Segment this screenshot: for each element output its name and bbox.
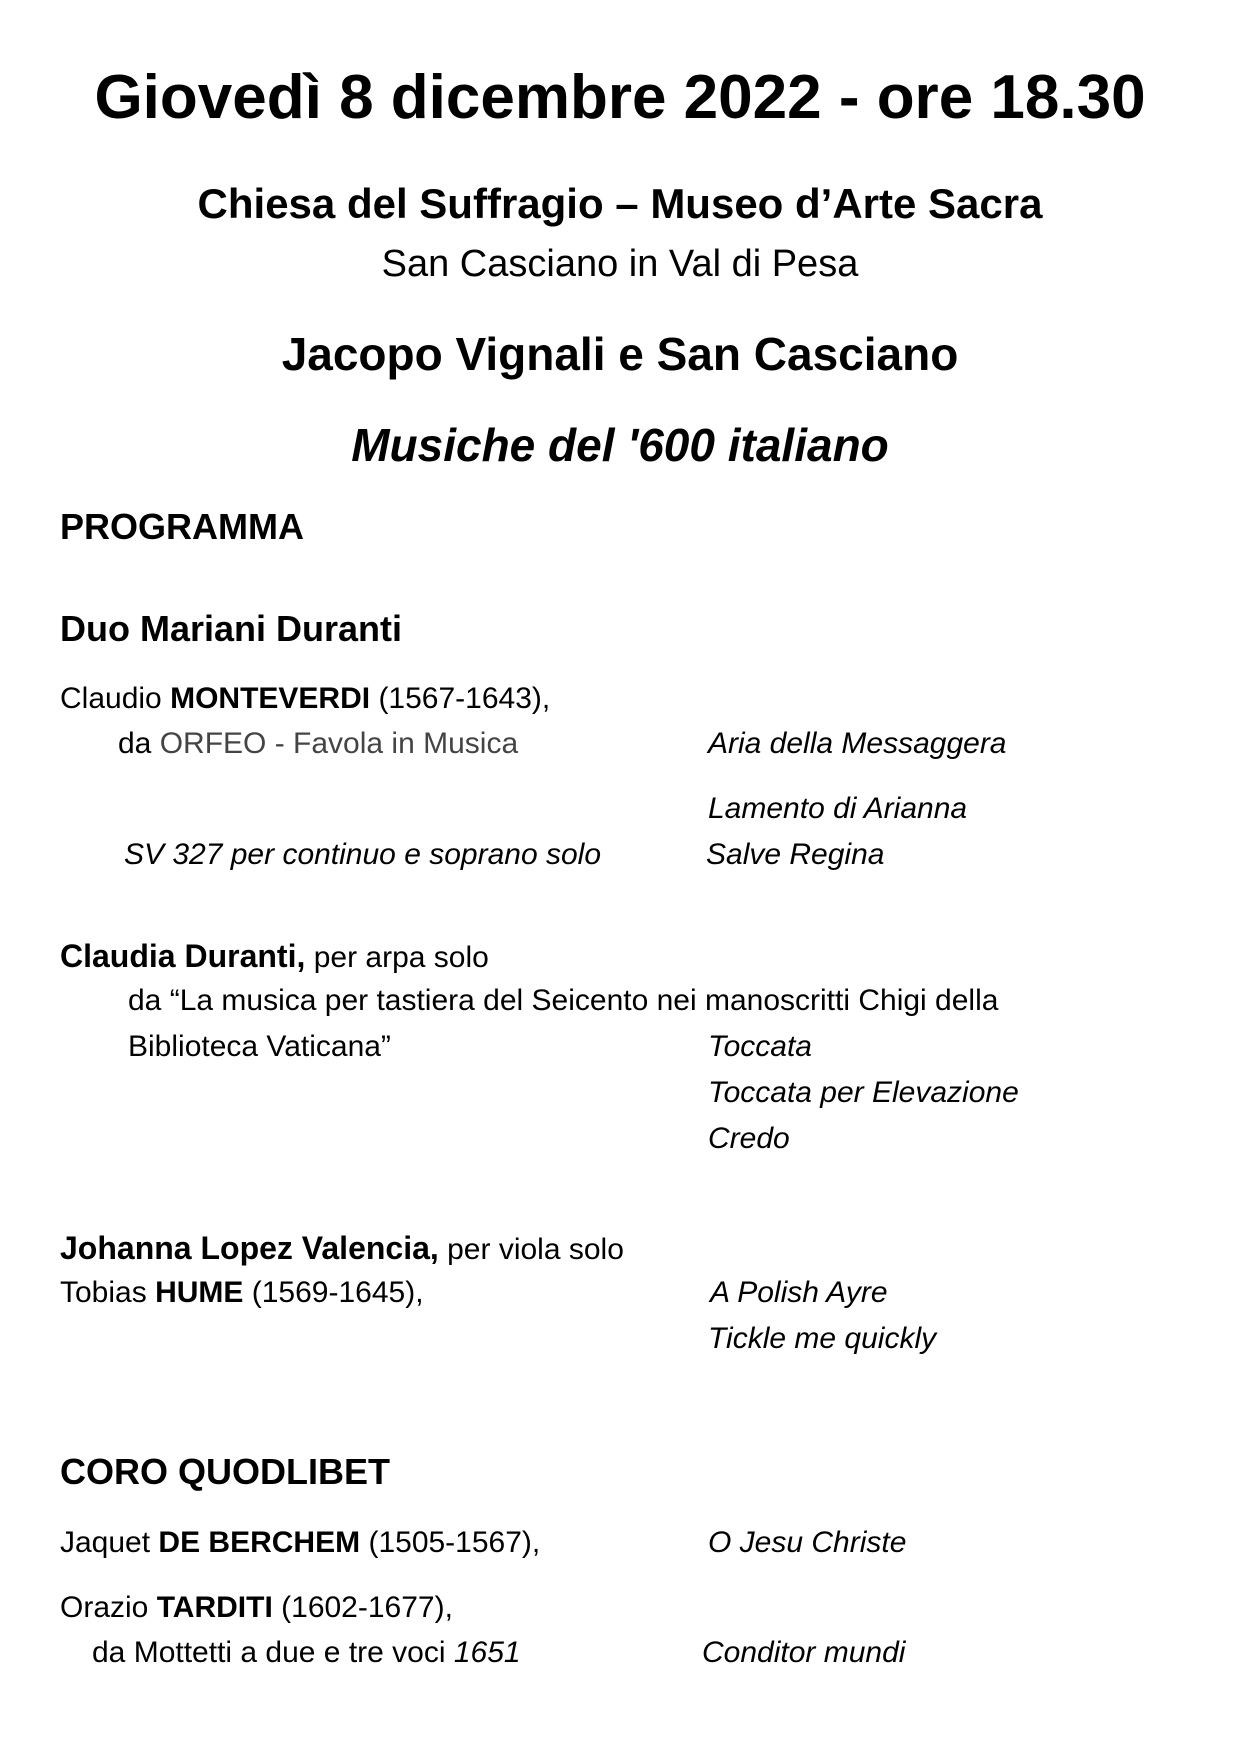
event-subject: Jacopo Vignali e San Casciano: [281, 328, 959, 380]
composer-last-name: MONTEVERDI: [170, 682, 371, 715]
composer-first-name: Tobias: [60, 1276, 147, 1309]
composer-dates: (1567-1643),: [378, 682, 551, 715]
event-subtitle: Musiche del '600 italiano: [351, 419, 889, 471]
piece-toccata-elevazione: Toccata per Elevazione: [708, 1076, 1019, 1109]
duo-heading: Duo Mariani Duranti: [60, 608, 403, 649]
source-prefix: da: [118, 727, 152, 760]
viola-performer-line: [60, 1230, 624, 1267]
harp-performer: Claudia Duranti,: [60, 938, 306, 974]
piece-toccata: Toccata: [708, 1030, 812, 1063]
choir-heading: CORO QUODLIBET: [60, 1451, 390, 1492]
berchem-composer: [60, 1526, 540, 1560]
piece-o-jesu-christe: O Jesu Christe: [708, 1526, 907, 1559]
salve-regina-note: SV 327 per continuo e soprano solo: [124, 838, 601, 871]
source-title: ORFEO - Favola in Musica: [159, 727, 519, 760]
composer-last-name: HUME: [155, 1276, 244, 1309]
piece-lamento-arianna: Lamento di Arianna: [708, 792, 968, 825]
viola-instrument: per viola solo: [447, 1233, 624, 1266]
composer-first-name: Jaquet: [60, 1526, 151, 1559]
composer-last-name: DE BERCHEM: [158, 1526, 361, 1559]
venue-town: San Casciano in Val di Pesa: [381, 243, 859, 285]
tarditi-source: [92, 1636, 521, 1670]
composer-dates: (1505-1567),: [368, 1526, 541, 1559]
piece-tickle-me-quickly: Tickle me quickly: [708, 1322, 937, 1355]
harp-source-line2: Biblioteca Vaticana”: [128, 1030, 391, 1063]
program-heading: PROGRAMMA: [60, 506, 304, 547]
piece-credo: Credo: [708, 1122, 790, 1155]
orfeo-source: [118, 727, 518, 761]
piece-salve-regina: Salve Regina: [706, 838, 885, 871]
composer-last-name: TARDITI: [156, 1591, 273, 1624]
piece-aria-messaggera: Aria della Messaggera: [708, 727, 1007, 760]
composer-first-name: Claudio: [60, 682, 162, 715]
harp-source-line1: da “La musica per tastiera del Seicento nei manoscritti Chigi della: [128, 984, 999, 1017]
harp-performer-line: [60, 938, 489, 975]
piece-conditor-mundi: Conditor mundi: [702, 1636, 906, 1669]
tarditi-composer: [60, 1591, 453, 1625]
venue-name: Chiesa del Suffragio – Museo d’Arte Sacra: [197, 180, 1043, 227]
piece-polish-ayre: A Polish Ayre: [710, 1276, 888, 1309]
harp-instrument: per arpa solo: [313, 941, 489, 974]
source-year: 1651: [453, 1636, 521, 1669]
monteverdi-composer: [60, 682, 550, 716]
composer-dates: (1569-1645),: [251, 1276, 424, 1309]
composer-first-name: Orazio: [60, 1591, 149, 1624]
source-title: da Mottetti a due e tre voci: [92, 1636, 446, 1669]
event-date-time: Giovedì 8 dicembre 2022 - ore 18.30: [94, 63, 1146, 132]
hume-composer: [60, 1276, 424, 1310]
viola-performer: Johanna Lopez Valencia,: [60, 1230, 439, 1266]
composer-dates: (1602-1677),: [281, 1591, 453, 1624]
